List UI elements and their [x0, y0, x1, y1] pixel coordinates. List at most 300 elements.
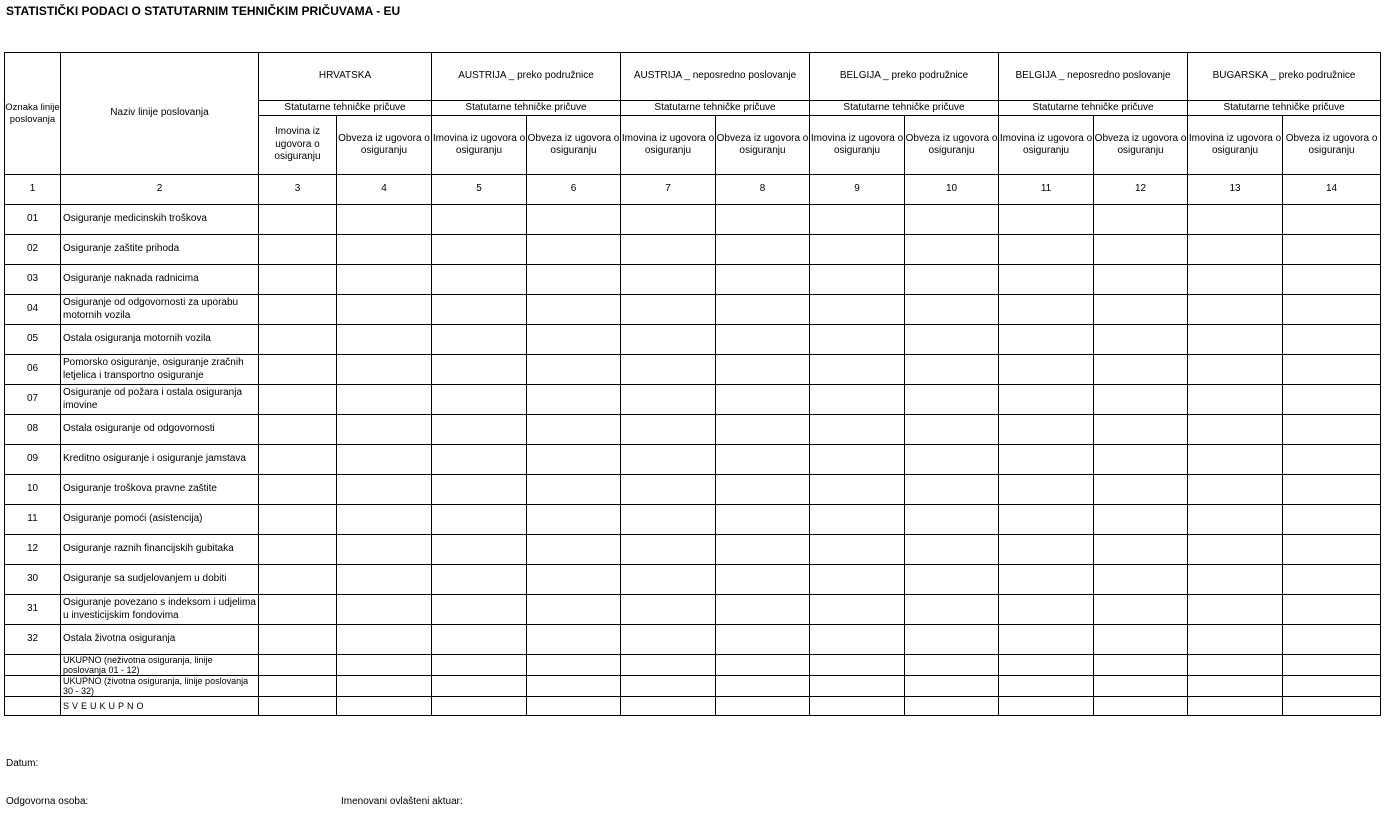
- row-code: 11: [5, 505, 61, 535]
- column-number: 12: [1094, 175, 1188, 205]
- value-cell[interactable]: [905, 355, 999, 385]
- footer-odgovorna-osoba: Odgovorna osoba:: [6, 796, 89, 807]
- total-code: [5, 697, 61, 716]
- value-cell[interactable]: [1094, 265, 1188, 295]
- col-imovina: Imovina iz ugovora o osiguranju: [621, 116, 716, 175]
- total-code: [5, 676, 61, 697]
- value-cell[interactable]: [1188, 235, 1283, 265]
- value-cell[interactable]: [259, 355, 337, 385]
- value-cell[interactable]: [527, 325, 621, 355]
- value-cell[interactable]: [1094, 595, 1188, 625]
- value-cell[interactable]: [1283, 325, 1381, 355]
- value-cell[interactable]: [1188, 505, 1283, 535]
- value-cell[interactable]: [259, 595, 337, 625]
- value-cell[interactable]: [1188, 655, 1283, 676]
- value-cell[interactable]: [621, 325, 716, 355]
- value-cell[interactable]: [1283, 355, 1381, 385]
- value-cell[interactable]: [259, 205, 337, 235]
- value-cell[interactable]: [1283, 445, 1381, 475]
- value-cell[interactable]: [432, 595, 527, 625]
- value-cell[interactable]: [527, 385, 621, 415]
- col-obveza: Obveza iz ugovora o osiguranju: [1094, 116, 1188, 175]
- value-cell[interactable]: [1094, 325, 1188, 355]
- value-cell[interactable]: [1283, 505, 1381, 535]
- value-cell[interactable]: [1188, 355, 1283, 385]
- value-cell[interactable]: [1094, 355, 1188, 385]
- row-name: Ostala osiguranje od odgovornosti: [61, 415, 259, 445]
- value-cell[interactable]: [1188, 625, 1283, 655]
- value-cell[interactable]: [1094, 565, 1188, 595]
- value-cell[interactable]: [527, 595, 621, 625]
- value-cell[interactable]: [337, 295, 432, 325]
- col-obveza: Obveza iz ugovora o osiguranju: [1283, 116, 1381, 175]
- value-cell[interactable]: [527, 505, 621, 535]
- value-cell[interactable]: [905, 655, 999, 676]
- col-obveza: Obveza iz ugovora o osiguranju: [527, 116, 621, 175]
- value-cell[interactable]: [621, 595, 716, 625]
- value-cell[interactable]: [337, 325, 432, 355]
- value-cell[interactable]: [905, 505, 999, 535]
- value-cell[interactable]: [432, 415, 527, 445]
- value-cell[interactable]: [1094, 295, 1188, 325]
- row-name: Osiguranje pomoći (asistencija): [61, 505, 259, 535]
- value-cell[interactable]: [999, 595, 1094, 625]
- value-cell[interactable]: [1283, 265, 1381, 295]
- value-cell[interactable]: [716, 265, 810, 295]
- value-cell[interactable]: [1188, 445, 1283, 475]
- value-cell[interactable]: [337, 535, 432, 565]
- value-cell[interactable]: [716, 655, 810, 676]
- value-cell[interactable]: [999, 625, 1094, 655]
- row-name: Osiguranje raznih financijskih gubitaka: [61, 535, 259, 565]
- value-cell[interactable]: [999, 445, 1094, 475]
- value-cell[interactable]: [1094, 655, 1188, 676]
- value-cell[interactable]: [432, 475, 527, 505]
- value-cell[interactable]: [432, 355, 527, 385]
- value-cell[interactable]: [810, 415, 905, 445]
- column-number: 11: [999, 175, 1094, 205]
- value-cell[interactable]: [1094, 505, 1188, 535]
- value-cell[interactable]: [1094, 697, 1188, 716]
- value-cell[interactable]: [259, 265, 337, 295]
- value-cell[interactable]: [999, 235, 1094, 265]
- value-cell[interactable]: [527, 205, 621, 235]
- value-cell[interactable]: [527, 697, 621, 716]
- value-cell[interactable]: [1283, 235, 1381, 265]
- value-cell[interactable]: [621, 295, 716, 325]
- value-cell[interactable]: [999, 355, 1094, 385]
- row-code: 31: [5, 595, 61, 625]
- subheader-statutarne: Statutarne tehničke pričuve: [999, 101, 1188, 116]
- value-cell[interactable]: [337, 205, 432, 235]
- value-cell[interactable]: [527, 265, 621, 295]
- value-cell[interactable]: [999, 205, 1094, 235]
- value-cell[interactable]: [259, 295, 337, 325]
- table-row: [5, 325, 1381, 355]
- table-row: [5, 565, 1381, 595]
- value-cell[interactable]: [259, 385, 337, 415]
- value-cell[interactable]: [810, 535, 905, 565]
- total-row: [5, 655, 1381, 676]
- page-title: STATISTIČKI PODACI O STATUTARNIM TEHNIČKIM PRIČUVAMA - EU: [6, 4, 401, 18]
- table-row: [5, 205, 1381, 235]
- subheader-statutarne: Statutarne tehničke pričuve: [1188, 101, 1381, 116]
- value-cell[interactable]: [1094, 205, 1188, 235]
- table-row: [5, 595, 1381, 625]
- value-cell[interactable]: [810, 505, 905, 535]
- total-code: [5, 655, 61, 676]
- table-row: [5, 535, 1381, 565]
- value-cell[interactable]: [527, 235, 621, 265]
- value-cell[interactable]: [621, 697, 716, 716]
- value-cell[interactable]: [905, 295, 999, 325]
- value-cell[interactable]: [259, 475, 337, 505]
- value-cell[interactable]: [432, 445, 527, 475]
- value-cell[interactable]: [905, 235, 999, 265]
- value-cell[interactable]: [259, 535, 337, 565]
- value-cell[interactable]: [716, 475, 810, 505]
- value-cell[interactable]: [1188, 475, 1283, 505]
- footer-datum: Datum:: [6, 758, 39, 769]
- value-cell[interactable]: [1094, 235, 1188, 265]
- value-cell[interactable]: [716, 505, 810, 535]
- row-name: Osiguranje od požara i ostala osiguranja imovine: [61, 385, 259, 415]
- value-cell[interactable]: [337, 385, 432, 415]
- table-row: [5, 625, 1381, 655]
- total-label: UKUPNO (životna osiguranja, linije poslovanja 30 - 32): [61, 676, 259, 697]
- statistics-table: [4, 52, 1381, 716]
- value-cell[interactable]: [1094, 535, 1188, 565]
- value-cell[interactable]: [716, 535, 810, 565]
- value-cell[interactable]: [621, 355, 716, 385]
- country-header: AUSTRIJA _ neposredno poslovanje: [621, 53, 810, 101]
- value-cell[interactable]: [621, 445, 716, 475]
- value-cell[interactable]: [432, 325, 527, 355]
- value-cell[interactable]: [259, 655, 337, 676]
- row-name: Pomorsko osiguranje, osiguranje zračnih letjelica i transportno osiguranje: [61, 355, 259, 385]
- value-cell[interactable]: [621, 676, 716, 697]
- subheader-statutarne: Statutarne tehničke pričuve: [810, 101, 999, 116]
- value-cell[interactable]: [337, 355, 432, 385]
- value-cell[interactable]: [810, 265, 905, 295]
- value-cell[interactable]: [810, 676, 905, 697]
- value-cell[interactable]: [527, 475, 621, 505]
- value-cell[interactable]: [621, 655, 716, 676]
- value-cell[interactable]: [1188, 676, 1283, 697]
- value-cell[interactable]: [432, 655, 527, 676]
- value-cell[interactable]: [1188, 385, 1283, 415]
- value-cell[interactable]: [259, 505, 337, 535]
- col-imovina: Imovina iz ugovora o osiguranju: [432, 116, 527, 175]
- value-cell[interactable]: [1094, 445, 1188, 475]
- value-cell[interactable]: [1283, 676, 1381, 697]
- value-cell[interactable]: [716, 595, 810, 625]
- value-cell[interactable]: [905, 265, 999, 295]
- value-cell[interactable]: [716, 355, 810, 385]
- value-cell[interactable]: [432, 295, 527, 325]
- value-cell[interactable]: [337, 595, 432, 625]
- value-cell[interactable]: [999, 565, 1094, 595]
- row-name: Osiguranje troškova pravne zaštite: [61, 475, 259, 505]
- country-header: BELGIJA _ preko podružnice: [810, 53, 999, 101]
- value-cell[interactable]: [1188, 205, 1283, 235]
- row-code: 02: [5, 235, 61, 265]
- value-cell[interactable]: [810, 445, 905, 475]
- value-cell[interactable]: [432, 385, 527, 415]
- value-cell[interactable]: [905, 325, 999, 355]
- value-cell[interactable]: [810, 235, 905, 265]
- value-cell[interactable]: [259, 697, 337, 716]
- value-cell[interactable]: [905, 385, 999, 415]
- value-cell[interactable]: [1283, 595, 1381, 625]
- row-code: 30: [5, 565, 61, 595]
- value-cell[interactable]: [716, 205, 810, 235]
- table-row: [5, 235, 1381, 265]
- value-cell[interactable]: [337, 475, 432, 505]
- header-naziv: Naziv linije poslovanja: [61, 53, 259, 175]
- value-cell[interactable]: [1188, 565, 1283, 595]
- value-cell[interactable]: [999, 676, 1094, 697]
- subheader-statutarne: Statutarne tehničke pričuve: [432, 101, 621, 116]
- table-row: [5, 295, 1381, 325]
- footer-aktuar: Imenovani ovlašteni aktuar:: [341, 796, 463, 807]
- column-number: 7: [621, 175, 716, 205]
- value-cell[interactable]: [999, 415, 1094, 445]
- value-cell[interactable]: [716, 697, 810, 716]
- value-cell[interactable]: [1094, 385, 1188, 415]
- value-cell[interactable]: [810, 295, 905, 325]
- value-cell[interactable]: [716, 565, 810, 595]
- value-cell[interactable]: [1283, 697, 1381, 716]
- value-cell[interactable]: [527, 295, 621, 325]
- value-cell[interactable]: [337, 445, 432, 475]
- value-cell[interactable]: [905, 415, 999, 445]
- value-cell[interactable]: [905, 445, 999, 475]
- value-cell[interactable]: [810, 625, 905, 655]
- column-number: 4: [337, 175, 432, 205]
- value-cell[interactable]: [259, 676, 337, 697]
- table-row: [5, 385, 1381, 415]
- value-cell[interactable]: [999, 535, 1094, 565]
- value-cell[interactable]: [999, 697, 1094, 716]
- value-cell[interactable]: [259, 325, 337, 355]
- value-cell[interactable]: [1188, 415, 1283, 445]
- value-cell[interactable]: [259, 445, 337, 475]
- value-cell[interactable]: [337, 415, 432, 445]
- value-cell[interactable]: [527, 535, 621, 565]
- value-cell[interactable]: [527, 445, 621, 475]
- value-cell[interactable]: [716, 325, 810, 355]
- value-cell[interactable]: [1283, 415, 1381, 445]
- value-cell[interactable]: [999, 655, 1094, 676]
- value-cell[interactable]: [810, 655, 905, 676]
- row-name: Osiguranje medicinskih troškova: [61, 205, 259, 235]
- column-number: 14: [1283, 175, 1381, 205]
- value-cell[interactable]: [716, 295, 810, 325]
- value-cell[interactable]: [716, 625, 810, 655]
- column-number: 2: [61, 175, 259, 205]
- value-cell[interactable]: [905, 205, 999, 235]
- value-cell[interactable]: [621, 415, 716, 445]
- value-cell[interactable]: [905, 595, 999, 625]
- value-cell[interactable]: [716, 385, 810, 415]
- value-cell[interactable]: [810, 595, 905, 625]
- row-code: 05: [5, 325, 61, 355]
- subheader-statutarne: Statutarne tehničke pričuve: [621, 101, 810, 116]
- value-cell[interactable]: [621, 475, 716, 505]
- col-imovina: Imovina iz ugovora o osiguranju: [810, 116, 905, 175]
- value-cell[interactable]: [432, 535, 527, 565]
- table-row: [5, 415, 1381, 445]
- row-code: 12: [5, 535, 61, 565]
- value-cell[interactable]: [432, 565, 527, 595]
- value-cell[interactable]: [1188, 595, 1283, 625]
- value-cell[interactable]: [337, 265, 432, 295]
- value-cell[interactable]: [999, 505, 1094, 535]
- col-obveza: Obveza iz ugovora o osiguranju: [905, 116, 999, 175]
- value-cell[interactable]: [621, 535, 716, 565]
- value-cell[interactable]: [1188, 535, 1283, 565]
- value-cell[interactable]: [1283, 385, 1381, 415]
- value-cell[interactable]: [621, 235, 716, 265]
- row-code: 04: [5, 295, 61, 325]
- value-cell[interactable]: [621, 565, 716, 595]
- row-code: 10: [5, 475, 61, 505]
- value-cell[interactable]: [999, 325, 1094, 355]
- row-code: 03: [5, 265, 61, 295]
- value-cell[interactable]: [716, 235, 810, 265]
- value-cell[interactable]: [1188, 295, 1283, 325]
- country-header: BELGIJA _ neposredno poslovanje: [999, 53, 1188, 101]
- country-header: HRVATSKA: [259, 53, 432, 101]
- value-cell[interactable]: [905, 676, 999, 697]
- value-cell[interactable]: [810, 355, 905, 385]
- row-code: 08: [5, 415, 61, 445]
- value-cell[interactable]: [1283, 655, 1381, 676]
- table-row: [5, 505, 1381, 535]
- value-cell[interactable]: [905, 535, 999, 565]
- value-cell[interactable]: [716, 676, 810, 697]
- value-cell[interactable]: [716, 445, 810, 475]
- row-name: Osiguranje od odgovornosti za uporabu motornih vozila: [61, 295, 259, 325]
- value-cell[interactable]: [259, 235, 337, 265]
- value-cell[interactable]: [999, 265, 1094, 295]
- col-obveza: Obveza iz ugovora o osiguranju: [337, 116, 432, 175]
- value-cell[interactable]: [621, 265, 716, 295]
- value-cell[interactable]: [999, 475, 1094, 505]
- value-cell[interactable]: [337, 505, 432, 535]
- value-cell[interactable]: [337, 655, 432, 676]
- value-cell[interactable]: [527, 676, 621, 697]
- value-cell[interactable]: [527, 355, 621, 385]
- value-cell[interactable]: [621, 205, 716, 235]
- value-cell[interactable]: [1283, 625, 1381, 655]
- table-row: [5, 445, 1381, 475]
- row-code: 32: [5, 625, 61, 655]
- value-cell[interactable]: [999, 385, 1094, 415]
- value-cell[interactable]: [337, 625, 432, 655]
- row-name: Kreditno osiguranje i osiguranje jamstava: [61, 445, 259, 475]
- column-number: 8: [716, 175, 810, 205]
- value-cell[interactable]: [432, 676, 527, 697]
- column-number: 6: [527, 175, 621, 205]
- value-cell[interactable]: [337, 235, 432, 265]
- value-cell[interactable]: [1094, 676, 1188, 697]
- value-cell[interactable]: [337, 565, 432, 595]
- value-cell[interactable]: [1283, 565, 1381, 595]
- value-cell[interactable]: [1283, 205, 1381, 235]
- row-code: 01: [5, 205, 61, 235]
- total-row: [5, 676, 1381, 697]
- value-cell[interactable]: [432, 697, 527, 716]
- value-cell[interactable]: [1188, 325, 1283, 355]
- value-cell[interactable]: [432, 235, 527, 265]
- row-name: Osiguranje sa sudjelovanjem u dobiti: [61, 565, 259, 595]
- value-cell[interactable]: [621, 385, 716, 415]
- value-cell[interactable]: [999, 295, 1094, 325]
- table-row: [5, 475, 1381, 505]
- value-cell[interactable]: [1283, 295, 1381, 325]
- value-cell[interactable]: [337, 676, 432, 697]
- value-cell[interactable]: [527, 625, 621, 655]
- value-cell[interactable]: [1094, 475, 1188, 505]
- value-cell[interactable]: [432, 265, 527, 295]
- value-cell[interactable]: [810, 697, 905, 716]
- value-cell[interactable]: [810, 475, 905, 505]
- value-cell[interactable]: [527, 565, 621, 595]
- value-cell[interactable]: [527, 655, 621, 676]
- value-cell[interactable]: [716, 415, 810, 445]
- row-name: Osiguranje naknada radnicima: [61, 265, 259, 295]
- column-number: 9: [810, 175, 905, 205]
- col-imovina: Imovina iz ugovora o osiguranju: [999, 116, 1094, 175]
- total-row: [5, 697, 1381, 716]
- value-cell[interactable]: [259, 565, 337, 595]
- col-imovina: Imovina iz ugovora o osiguranju: [259, 116, 337, 175]
- value-cell[interactable]: [905, 625, 999, 655]
- value-cell[interactable]: [527, 415, 621, 445]
- value-cell[interactable]: [810, 205, 905, 235]
- value-cell[interactable]: [432, 625, 527, 655]
- value-cell[interactable]: [1188, 697, 1283, 716]
- row-name: Osiguranje povezano s indeksom i udjelima u investicijskim fondovima: [61, 595, 259, 625]
- value-cell[interactable]: [810, 385, 905, 415]
- value-cell[interactable]: [1094, 625, 1188, 655]
- value-cell[interactable]: [432, 205, 527, 235]
- value-cell[interactable]: [1283, 475, 1381, 505]
- value-cell[interactable]: [810, 565, 905, 595]
- value-cell[interactable]: [810, 325, 905, 355]
- col-obveza: Obveza iz ugovora o osiguranju: [716, 116, 810, 175]
- value-cell[interactable]: [905, 565, 999, 595]
- country-header: BUGARSKA _ preko podružnice: [1188, 53, 1381, 101]
- col-imovina: Imovina iz ugovora o osiguranju: [1188, 116, 1283, 175]
- header-oznaka: Oznaka linije poslovanja: [5, 53, 61, 175]
- value-cell[interactable]: [905, 475, 999, 505]
- value-cell[interactable]: [259, 415, 337, 445]
- value-cell[interactable]: [259, 625, 337, 655]
- value-cell[interactable]: [1188, 265, 1283, 295]
- value-cell[interactable]: [621, 625, 716, 655]
- value-cell[interactable]: [1283, 535, 1381, 565]
- value-cell[interactable]: [621, 505, 716, 535]
- row-name: Ostala osiguranja motornih vozila: [61, 325, 259, 355]
- value-cell[interactable]: [1094, 415, 1188, 445]
- value-cell[interactable]: [337, 697, 432, 716]
- column-number: 3: [259, 175, 337, 205]
- value-cell[interactable]: [432, 505, 527, 535]
- value-cell[interactable]: [905, 697, 999, 716]
